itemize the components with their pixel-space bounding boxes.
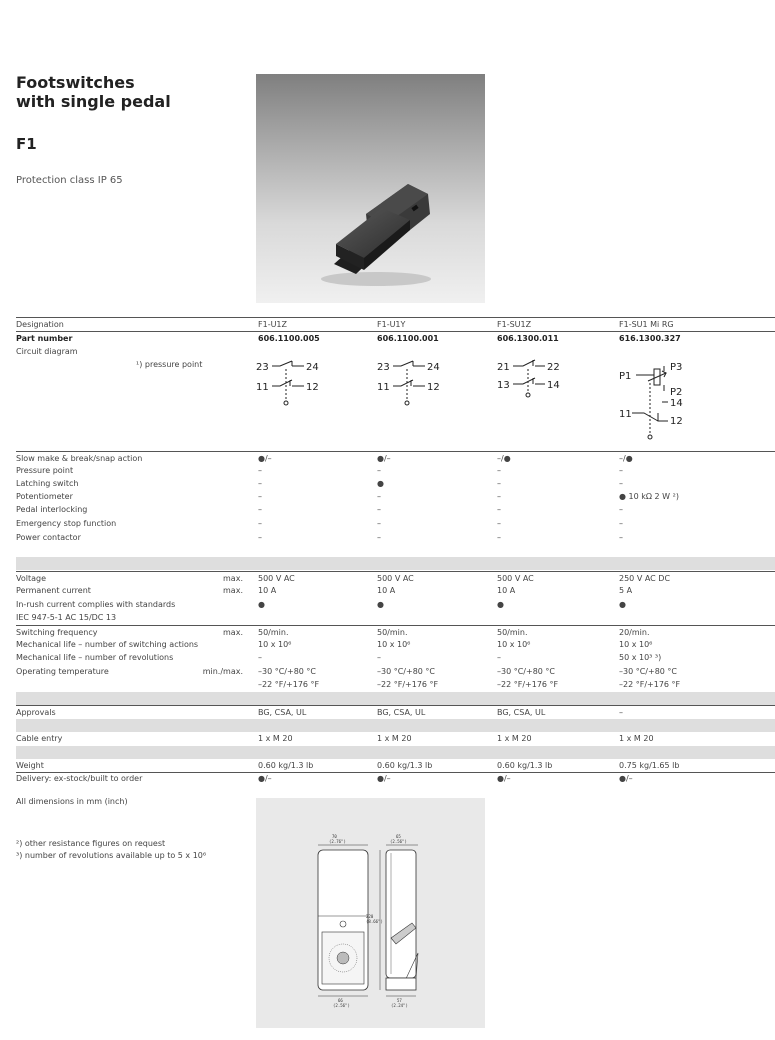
feature-label: Emergency stop function xyxy=(16,519,117,528)
feature-value: – xyxy=(377,466,381,475)
current-value: 5 A xyxy=(619,586,633,595)
terminal-11: 11 xyxy=(377,382,390,393)
current-label: Permanent current xyxy=(16,586,91,595)
terminal-11: 11 xyxy=(619,409,632,420)
temp-unit: min./max. xyxy=(202,667,243,676)
cable-label: Cable entry xyxy=(16,734,63,743)
part-number-col-3: 606.1300.011 xyxy=(497,334,559,343)
weight-value: 0.60 kg/1.3 lb xyxy=(377,761,433,770)
temp-value: –30 °C/+80 °C xyxy=(258,667,317,676)
row-spacer xyxy=(16,719,775,732)
cable-value: 1 x M 20 xyxy=(497,734,532,743)
temp-f-value: –22 °F/+176 °F xyxy=(258,680,320,689)
feature-label: Pressure point xyxy=(16,466,74,475)
feature-value: – xyxy=(497,466,501,475)
feature-value: – xyxy=(258,519,262,528)
delivery-value: ●/– xyxy=(377,774,391,783)
title-line-1: Footswitches xyxy=(16,73,135,92)
weight-value: 0.75 kg/1.65 lb xyxy=(619,761,680,770)
terminal-11: 11 xyxy=(256,382,269,393)
feature-value: – xyxy=(377,492,381,501)
voltage-value: 250 V AC DC xyxy=(619,574,671,583)
terminal-24: 24 xyxy=(306,362,319,373)
feature-label: Pedal interlocking xyxy=(16,505,88,514)
mech-rev-value: 50 x 10³ ³) xyxy=(619,653,662,662)
dimension-drawing-svg xyxy=(256,798,485,1028)
inrush-value: ● xyxy=(258,600,265,609)
designation-col-3: F1-SU1Z xyxy=(497,320,532,329)
title-line-2: with single pedal xyxy=(16,92,171,111)
feature-value: – xyxy=(619,466,623,475)
approvals-label: Approvals xyxy=(16,708,56,717)
dim-bottom-inch: (2.56") xyxy=(333,1003,350,1008)
footnote-3: ³) number of revolutions available up to 5 x 10⁶ xyxy=(16,851,207,860)
feature-value: – xyxy=(258,492,262,501)
feature-label: Latching switch xyxy=(16,479,79,488)
feature-value: – xyxy=(258,479,262,488)
mech-switch-value: 10 x 10⁶ xyxy=(619,640,653,649)
dim-side-inch: (2.56") xyxy=(390,839,407,844)
weight-value: 0.60 kg/1.3 lb xyxy=(258,761,314,770)
approvals-value: BG, CSA, UL xyxy=(497,708,546,717)
dim-height: 220 xyxy=(366,914,374,919)
current-value: 10 A xyxy=(258,586,277,595)
dim-base: 57 xyxy=(397,998,402,1003)
temp-f-value: –22 °F/+176 °F xyxy=(377,680,439,689)
feature-value: –/● xyxy=(619,454,633,463)
footswitch-image xyxy=(256,74,485,303)
dim-bottom: 66 xyxy=(338,998,343,1003)
feature-label: Slow make & break/snap action xyxy=(16,454,143,463)
row-delivery xyxy=(16,772,775,783)
row-designation xyxy=(16,317,775,329)
cable-value: 1 x M 20 xyxy=(377,734,412,743)
dim-height-inch: (8.66") xyxy=(366,919,383,924)
feature-label: Potentiometer xyxy=(16,492,73,501)
approvals-value: BG, CSA, UL xyxy=(258,708,307,717)
designation-col-4: F1-SU1 Mi RG xyxy=(619,320,674,329)
dim-side: 65 xyxy=(396,834,401,839)
inrush-value: ● xyxy=(377,600,384,609)
part-number-col-4: 616.1300.327 xyxy=(619,334,681,343)
temp-f-value: –22 °F/+176 °F xyxy=(497,680,559,689)
dim-top: 70 xyxy=(332,834,337,839)
cable-value: 1 x M 20 xyxy=(258,734,293,743)
feature-value: ● xyxy=(377,479,384,488)
dimension-drawing xyxy=(256,798,485,1028)
row-part-number xyxy=(16,331,775,343)
model-name: F1 xyxy=(16,135,37,153)
frequency-value: 20/min. xyxy=(619,628,650,637)
circuit-diagram-4 xyxy=(618,355,718,445)
voltage-value: 500 V AC xyxy=(258,574,295,583)
part-number-col-1: 606.1100.005 xyxy=(258,334,320,343)
mech-rev-value: – xyxy=(258,653,262,662)
feature-value: – xyxy=(619,505,623,514)
product-photo xyxy=(256,74,485,303)
designation-col-1: F1-U1Z xyxy=(258,320,288,329)
footnote-2: ²) other resistance figures on request xyxy=(16,839,166,848)
frequency-unit: max. xyxy=(223,628,243,637)
current-value: 10 A xyxy=(497,586,516,595)
designation-label: Designation xyxy=(16,320,64,329)
row-frequency xyxy=(16,625,775,637)
voltage-value: 500 V AC xyxy=(377,574,414,583)
voltage-value: 500 V AC xyxy=(497,574,534,583)
delivery-value: ●/– xyxy=(497,774,511,783)
feature-label: Power contactor xyxy=(16,533,81,542)
designation-col-2: F1-U1Y xyxy=(377,320,406,329)
feature-value: – xyxy=(497,479,501,488)
terminal-p1: P1 xyxy=(619,371,632,382)
feature-value: – xyxy=(258,533,262,542)
feature-value: – xyxy=(258,505,262,514)
inrush-label: In-rush current complies with standards xyxy=(16,600,176,609)
weight-value: 0.60 kg/1.3 lb xyxy=(497,761,553,770)
terminal-13: 13 xyxy=(497,380,510,391)
frequency-value: 50/min. xyxy=(377,628,408,637)
terminal-12: 12 xyxy=(306,382,319,393)
feature-value: – xyxy=(377,533,381,542)
inrush-value: ● xyxy=(619,600,626,609)
frequency-value: 50/min. xyxy=(258,628,289,637)
row-spacer xyxy=(16,746,775,759)
part-number-col-2: 606.1100.001 xyxy=(377,334,439,343)
row-spacer xyxy=(16,557,775,570)
approvals-value: – xyxy=(619,708,623,717)
delivery-value: ●/– xyxy=(258,774,272,783)
terminal-12: 12 xyxy=(427,382,440,393)
part-number-label: Part number xyxy=(16,334,73,343)
feature-value: – xyxy=(377,505,381,514)
feature-value: – xyxy=(377,519,381,528)
terminal-14: 14 xyxy=(547,380,560,391)
temp-value: –30 °C/+80 °C xyxy=(619,667,678,676)
mech-switch-value: 10 x 10⁶ xyxy=(377,640,411,649)
terminal-12: 12 xyxy=(670,416,683,427)
iec-label: IEC 947-5-1 AC 15/DC 13 xyxy=(16,613,117,622)
circuit-diagram-3 xyxy=(497,355,587,415)
terminal-p3: P3 xyxy=(670,362,683,373)
frequency-value: 50/min. xyxy=(497,628,528,637)
row-snap-action xyxy=(16,451,775,463)
feature-value: – xyxy=(619,479,623,488)
mech-rev-label: Mechanical life – number of revolutions xyxy=(16,653,174,662)
terminal-21: 21 xyxy=(497,362,510,373)
mech-rev-value: – xyxy=(497,653,501,662)
terminal-14: 14 xyxy=(670,398,683,409)
circuit-diagram-2 xyxy=(377,355,467,415)
feature-value: – xyxy=(497,492,501,501)
feature-value: – xyxy=(497,519,501,528)
row-approvals xyxy=(16,705,775,717)
inrush-value: ● xyxy=(497,600,504,609)
temp-value: –30 °C/+80 °C xyxy=(377,667,436,676)
cable-value: 1 x M 20 xyxy=(619,734,654,743)
row-spacer xyxy=(16,692,775,705)
current-value: 10 A xyxy=(377,586,396,595)
circuit-label: Circuit diagram xyxy=(16,347,78,356)
frequency-label: Switching frequency xyxy=(16,628,98,637)
dimensions-note: All dimensions in mm (inch) xyxy=(16,797,128,806)
temp-label: Operating temperature xyxy=(16,667,109,676)
feature-value: – xyxy=(619,533,623,542)
pressure-point-note: ¹) pressure point xyxy=(136,360,203,369)
terminal-23: 23 xyxy=(377,362,390,373)
feature-value: – xyxy=(497,533,501,542)
weight-label: Weight xyxy=(16,761,44,770)
feature-value: ●/– xyxy=(377,454,391,463)
delivery-label: Delivery: ex-stock/built to order xyxy=(16,774,143,783)
terminal-p2: P2 xyxy=(670,387,683,398)
feature-value: – xyxy=(258,466,262,475)
current-unit: max. xyxy=(223,586,243,595)
feature-value: – xyxy=(497,505,501,514)
mech-switch-value: 10 x 10⁶ xyxy=(258,640,292,649)
feature-value: ● 10 kΩ 2 W ²) xyxy=(619,492,679,501)
dim-base-inch: (2.24") xyxy=(391,1003,408,1008)
temp-f-value: –22 °F/+176 °F xyxy=(619,680,681,689)
mech-switch-value: 10 x 10⁶ xyxy=(497,640,531,649)
voltage-unit: max. xyxy=(223,574,243,583)
approvals-value: BG, CSA, UL xyxy=(377,708,426,717)
mech-switch-label: Mechanical life – number of switching actions xyxy=(16,640,199,649)
feature-value: –/● xyxy=(497,454,511,463)
temp-value: –30 °C/+80 °C xyxy=(497,667,556,676)
voltage-label: Voltage xyxy=(16,574,47,583)
terminal-22: 22 xyxy=(547,362,560,373)
feature-value: – xyxy=(619,519,623,528)
terminal-23: 23 xyxy=(256,362,269,373)
row-voltage xyxy=(16,571,775,583)
mech-rev-value: – xyxy=(377,653,381,662)
dim-top-inch: (2.76") xyxy=(329,839,346,844)
page-title xyxy=(16,73,171,111)
delivery-value: ●/– xyxy=(619,774,633,783)
circuit-diagram-1 xyxy=(256,355,346,415)
terminal-24: 24 xyxy=(427,362,440,373)
protection-class: Protection class IP 65 xyxy=(16,175,123,186)
feature-value: ●/– xyxy=(258,454,272,463)
